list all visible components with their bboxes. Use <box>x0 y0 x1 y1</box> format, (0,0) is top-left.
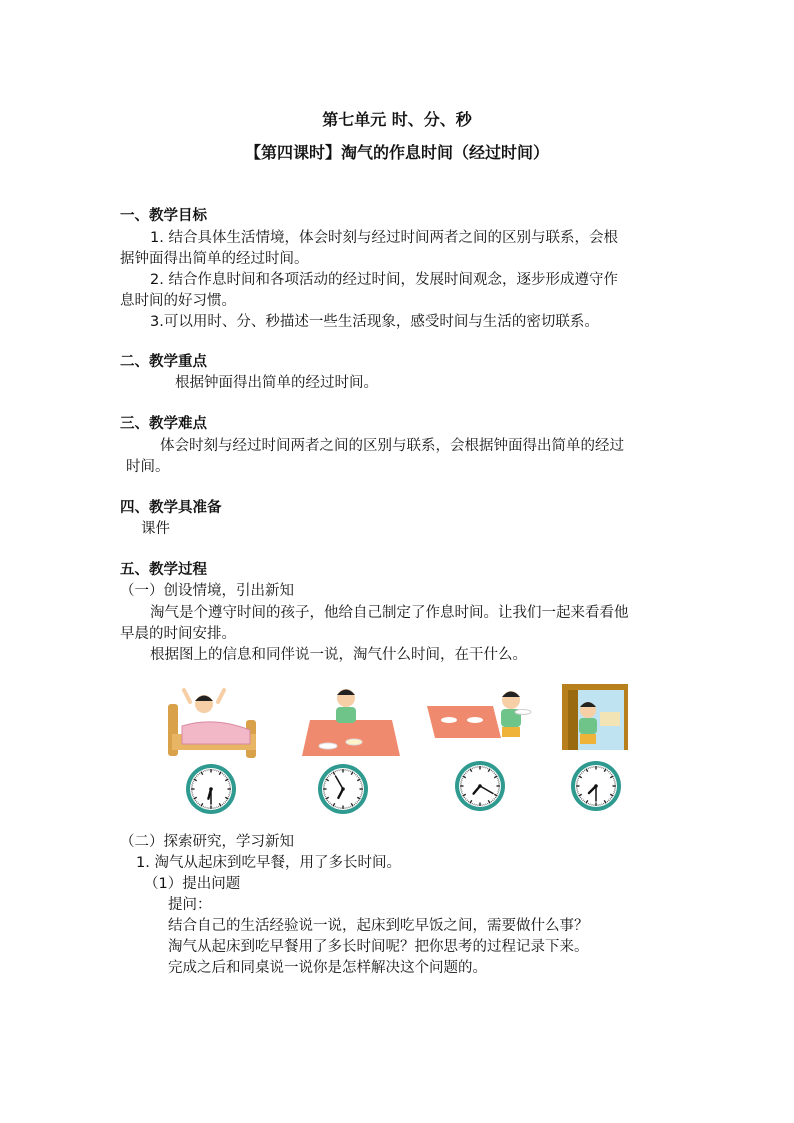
table <box>302 720 400 756</box>
process-p2: 根据图上的信息和同伴说一说，淘气什么时间，在干什么。 <box>150 647 527 663</box>
boy-hair <box>502 692 520 698</box>
process-heading: 五、教学过程 <box>120 562 207 578</box>
clock-center <box>594 784 598 788</box>
key-point-text: 根据钟面得出简单的经过时间。 <box>175 375 378 391</box>
boy-shirt <box>579 718 597 734</box>
clock-clear-table <box>453 759 507 813</box>
wake-up-scene <box>164 686 260 762</box>
process-part-2: （二）探索研究，学习新知 <box>120 834 294 850</box>
plate-2 <box>467 717 483 723</box>
boy-hair <box>337 690 355 696</box>
difficulty-heading: 三、教学难点 <box>120 416 207 432</box>
boy-shorts <box>502 727 520 737</box>
goal-2-line-1: 2. 结合作息时间和各项活动的经过时间，发展时间观念，逐步形成遵守作 <box>150 272 618 288</box>
leave-home-scene <box>560 682 632 754</box>
ask-2: 淘气从起床到吃早餐用了多长时间呢？把你思考的过程记录下来。 <box>168 939 589 955</box>
ask-1: 结合自己的生活经验说一说，起床到吃早饭之间，需要做什么事？ <box>168 918 589 934</box>
goals-heading: 一、教学目标 <box>120 208 207 224</box>
boy-shorts <box>580 734 596 744</box>
clock-center <box>209 787 213 791</box>
table <box>427 706 501 738</box>
difficulty-line-1: 体会时刻与经过时间两者之间的区别与联系，会根据钟面得出简单的经过 <box>160 438 624 454</box>
page-subtitle: 【第四课时】淘气的作息时间（经过时间） <box>244 143 549 162</box>
difficulty-line-2: 时间。 <box>126 459 170 475</box>
process-part-1: （一）创设情境，引出新知 <box>120 583 294 599</box>
plate-1 <box>441 717 457 723</box>
clock-breakfast <box>316 762 370 816</box>
goal-3: 3.可以用时、分、秒描述一些生活现象，感受时间与生活的密切联系。 <box>150 314 599 330</box>
boy-shirt <box>336 707 356 723</box>
sofa <box>600 712 620 726</box>
clock-center <box>478 784 482 788</box>
boy-hair <box>195 696 213 702</box>
bowl <box>346 739 362 745</box>
prep-heading: 四、教学具准备 <box>120 500 222 516</box>
goal-1-line-1: 1. 结合具体生活情境，体会时刻与经过时间两者之间的区别与联系，会根 <box>150 230 618 246</box>
breakfast-scene <box>300 686 400 760</box>
ask-label: 提问： <box>168 897 212 913</box>
clock-wake-up <box>184 762 238 816</box>
clock-center <box>341 787 345 791</box>
prep-text: 课件 <box>141 521 170 537</box>
clock-leave-home <box>569 759 623 813</box>
sub-heading-1: （1）提出问题 <box>144 876 241 892</box>
blanket <box>182 722 250 744</box>
process-p1-line-1: 淘气是个遵守时间的孩子，他给自己制定了作息时间。让我们一起来看看他 <box>150 605 629 621</box>
process-p1-line-2: 早晨的时间安排。 <box>120 626 236 642</box>
page-title: 第七单元 时、分、秒 <box>322 110 472 129</box>
key-point-heading: 二、教学重点 <box>120 354 207 370</box>
plate <box>319 743 337 749</box>
door-panel <box>568 690 578 750</box>
ask-3: 完成之后和同桌说一说你是怎样解决这个问题的。 <box>168 960 487 976</box>
goal-1-line-2: 据钟面得出简单的经过时间。 <box>120 251 309 267</box>
held-plate <box>515 710 531 715</box>
question-1: 1. 淘气从起床到吃早餐，用了多长时间。 <box>136 855 401 871</box>
goal-2-line-2: 息时间的好习惯。 <box>120 293 236 309</box>
clear-table-scene <box>425 686 535 754</box>
